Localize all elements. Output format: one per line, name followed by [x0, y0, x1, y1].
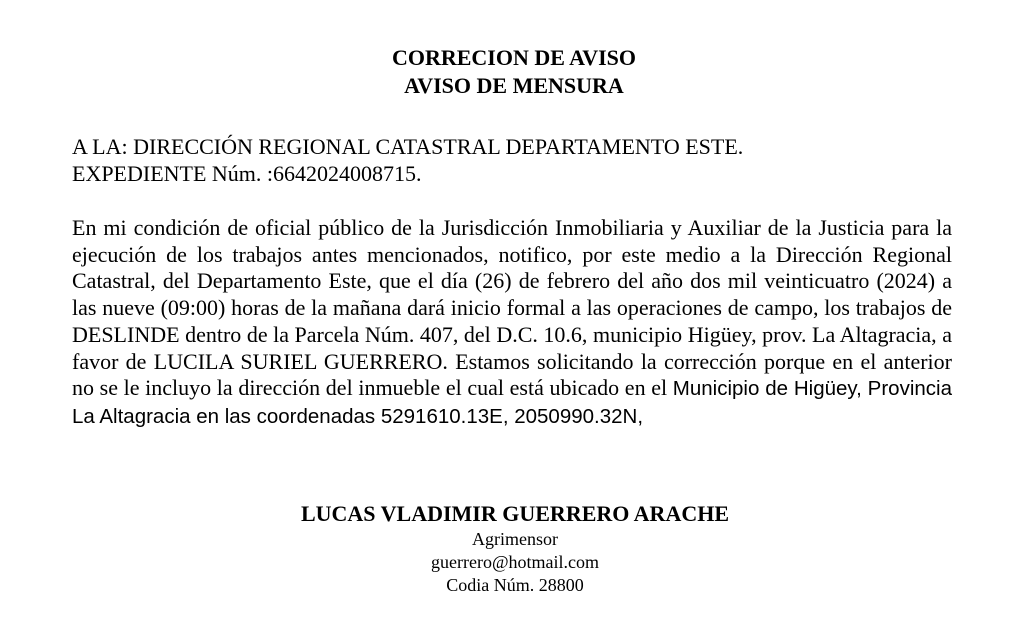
surveyor-codia: Codia Núm. 28800	[446, 575, 584, 595]
body-text: En mi condición de oficial público de la Jurisdicción Inmobiliaria y Auxiliar de la Justicia para la ejecución de los trabajos antes mencionados, notifico, por este medio a la Dirección Regional Catastral, del Departamento Este, que el día (26) de febrero del año dos mil veinticuatro (2024) a las nueve (09:00) horas de la mañana dará inicio formal a las operaciones de campo, los trabajos de DESLINDE dentro de la Parcela Núm. 407, del D.C. 10.6, municipio Higüey, prov. La Altagracia, a favor de LUCILA SURIEL GUERRERO. Estamos solicitando la corrección porque en el anterior no se le incluyo la dirección del inmueble el cual está ubicado en el	[72, 215, 952, 401]
addressee-line: A LA: DIRECCIÓN REGIONAL CATASTRAL DEPARTAMENTO ESTE.	[72, 134, 744, 159]
surveyor-role: Agrimensor	[472, 529, 558, 549]
address-block	[72, 133, 952, 187]
document-titles	[0, 44, 1024, 100]
surveyor-email: guerrero@hotmail.com	[430, 552, 600, 572]
body-paragraph	[72, 215, 952, 431]
title-correction: CORRECION DE AVISO	[391, 45, 637, 70]
title-notice: AVISO DE MENSURA	[404, 73, 624, 98]
expediente-line: EXPEDIENTE Núm. :6642024008715.	[72, 161, 422, 186]
surveyor-name: LUCAS VLADIMIR GUERRERO ARACHE	[300, 501, 730, 526]
body-location-text: Municipio de Higüey, Provincia La Altagracia en las coordenadas 5291610.13E, 2050990.32N,	[72, 377, 952, 428]
signature-block	[0, 500, 1024, 597]
